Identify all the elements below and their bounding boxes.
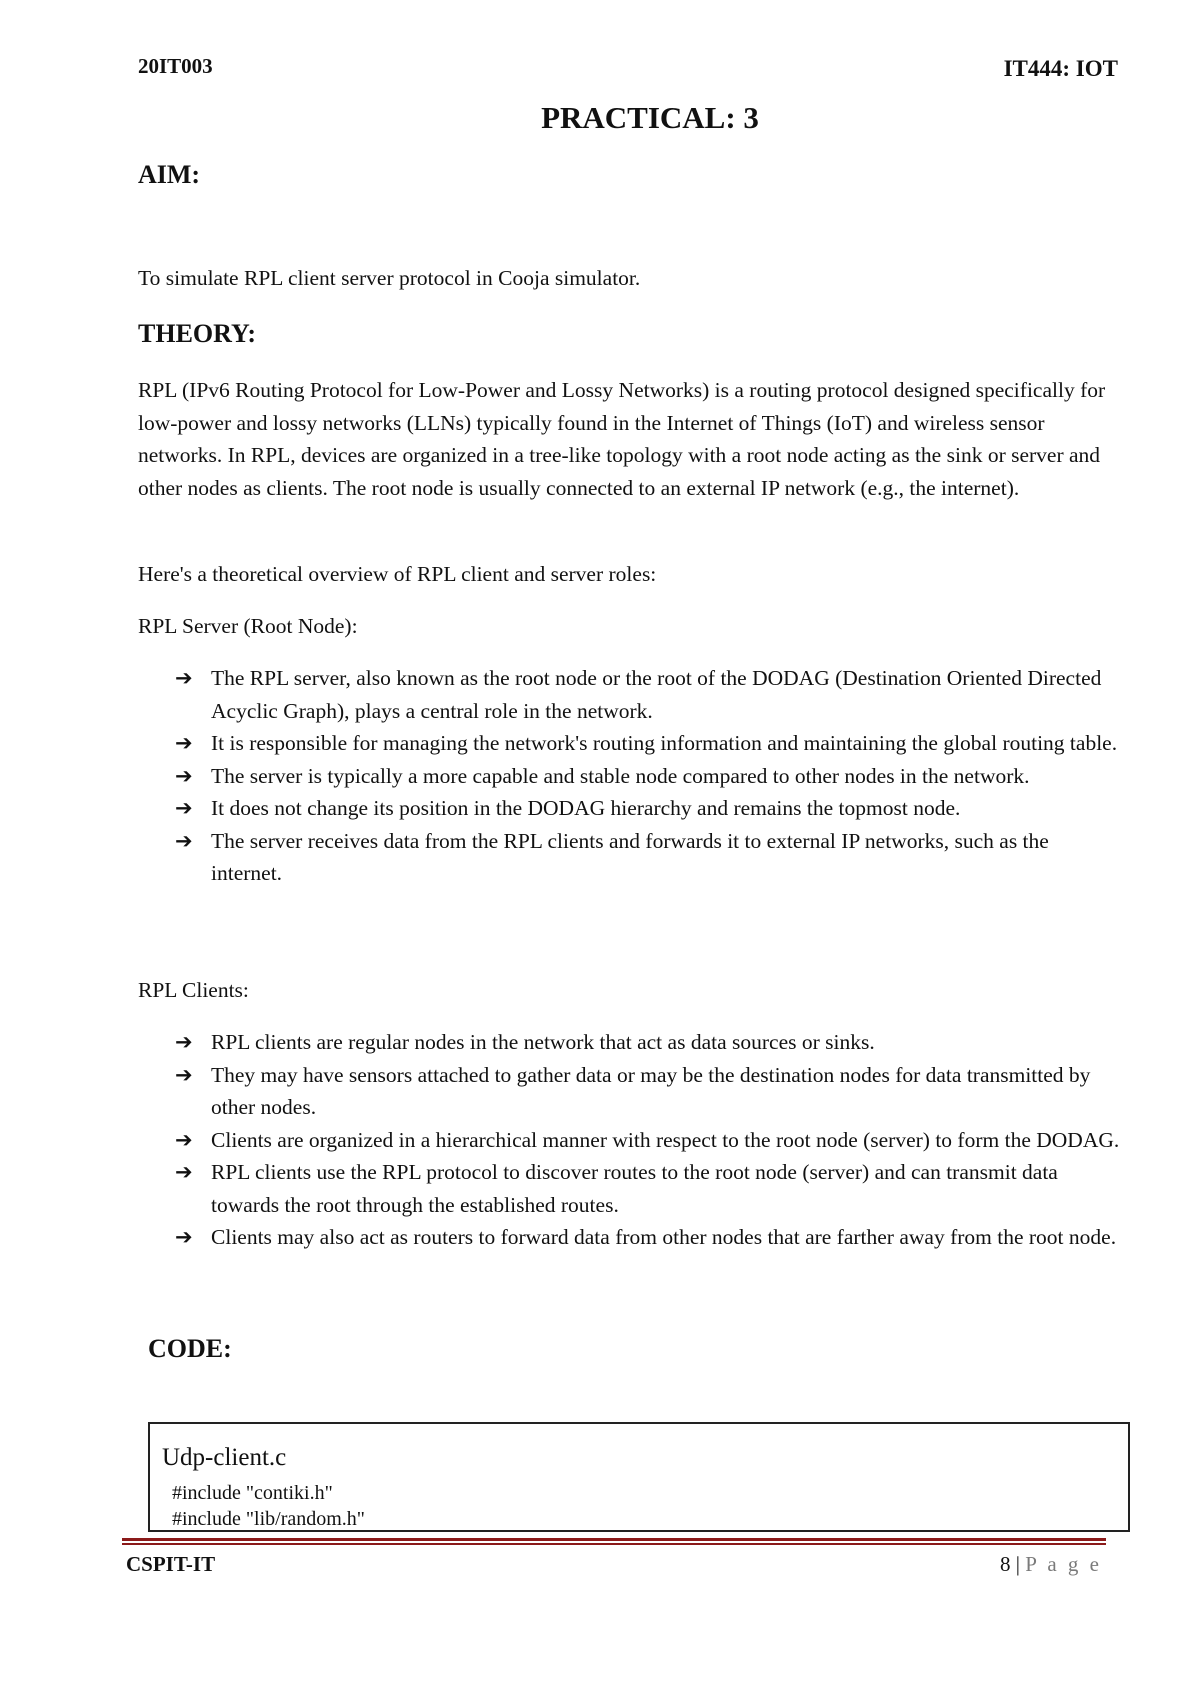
page-number: 8 <box>999 1552 1011 1576</box>
list-item: ➔ RPL clients are regular nodes in the network that act as data sources or sinks. <box>175 1026 1125 1059</box>
server-points-list <box>175 662 1125 890</box>
header-course: IT444: IOT <box>1003 56 1118 81</box>
list-item: ➔ RPL clients use the RPL protocol to discover routes to the root node (server) and can transmit data towards the root through the established routes. <box>175 1156 1125 1221</box>
arrow-right-icon: ➔ <box>175 796 193 820</box>
list-item: ➔ It does not change its position in the DODAG hierarchy and remains the topmost node. <box>175 792 1125 825</box>
theory-intro: RPL (IPv6 Routing Protocol for Low-Power and Lossy Networks) is a routing protocol designed specifically for low-power and lossy networks (LLNs) typically found in the Internet of Things (IoT) and wireless sensor networks. In RPL, devices are organized in a tree-like topology with a root node acting as the sink or server and other nodes as clients. The root node is usually connected to an external IP network (e.g., the internet). <box>138 378 1106 500</box>
theory-overview: Here's a theoretical overview of RPL client and server roles: <box>138 562 657 586</box>
arrow-right-icon: ➔ <box>175 1127 193 1152</box>
theory-heading: THEORY: <box>138 319 257 348</box>
footer-institution: CSPIT-IT <box>126 1552 216 1576</box>
list-item: ➔ Clients may also act as routers to forward data from other nodes that are farther away from the root node. <box>175 1221 1125 1254</box>
client-points-list <box>175 1026 1125 1254</box>
page-label: P a g e <box>1025 1552 1102 1576</box>
page-separator: | <box>1015 1552 1020 1576</box>
arrow-right-icon: ➔ <box>175 1160 193 1184</box>
aim-text: To simulate RPL client server protocol in Cooja simulator. <box>138 266 641 290</box>
arrow-right-icon: ➔ <box>175 1030 193 1054</box>
footer-rule <box>122 1538 1106 1541</box>
server-heading: RPL Server (Root Node): <box>138 614 358 638</box>
list-item: ➔ The RPL server, also known as the root node or the root of the DODAG (Destination Oriented Directed Acyclic Graph), plays a central role in the network. <box>175 662 1125 727</box>
arrow-right-icon: ➔ <box>175 1062 193 1087</box>
footer-rule <box>122 1543 1106 1545</box>
header-roll-number: 20IT003 <box>138 54 213 78</box>
list-item: ➔ It is responsible for managing the network's routing information and maintaining the global routing table. <box>175 727 1125 760</box>
arrow-right-icon: ➔ <box>175 1225 193 1249</box>
arrow-right-icon: ➔ <box>175 731 193 755</box>
arrow-right-icon: ➔ <box>175 828 193 853</box>
list-item: ➔ They may have sensors attached to gather data or may be the destination nodes for data transmitted by other nodes. <box>175 1059 1125 1124</box>
code-box <box>148 1422 1130 1532</box>
footer-page-info <box>1000 1552 1102 1577</box>
list-item: ➔ The server receives data from the RPL clients and forwards it to external IP networks, such as the internet. <box>175 825 1125 890</box>
clients-heading: RPL Clients: <box>138 978 249 1002</box>
code-filename: Udp-client.c <box>162 1444 287 1471</box>
code-line: #include "lib/random.h" <box>172 1508 365 1530</box>
arrow-right-icon: ➔ <box>175 763 193 788</box>
aim-heading: AIM: <box>138 160 201 189</box>
code-heading: CODE: <box>148 1334 232 1363</box>
list-item: ➔ The server is typically a more capable and stable node compared to other nodes in the network. <box>175 760 1125 793</box>
list-item: ➔ Clients are organized in a hierarchical manner with respect to the root node (server) to form the DODAG. <box>175 1124 1125 1157</box>
code-line: #include "contiki.h" <box>172 1482 333 1504</box>
arrow-right-icon: ➔ <box>175 666 193 690</box>
page-title: PRACTICAL: 3 <box>541 100 759 135</box>
